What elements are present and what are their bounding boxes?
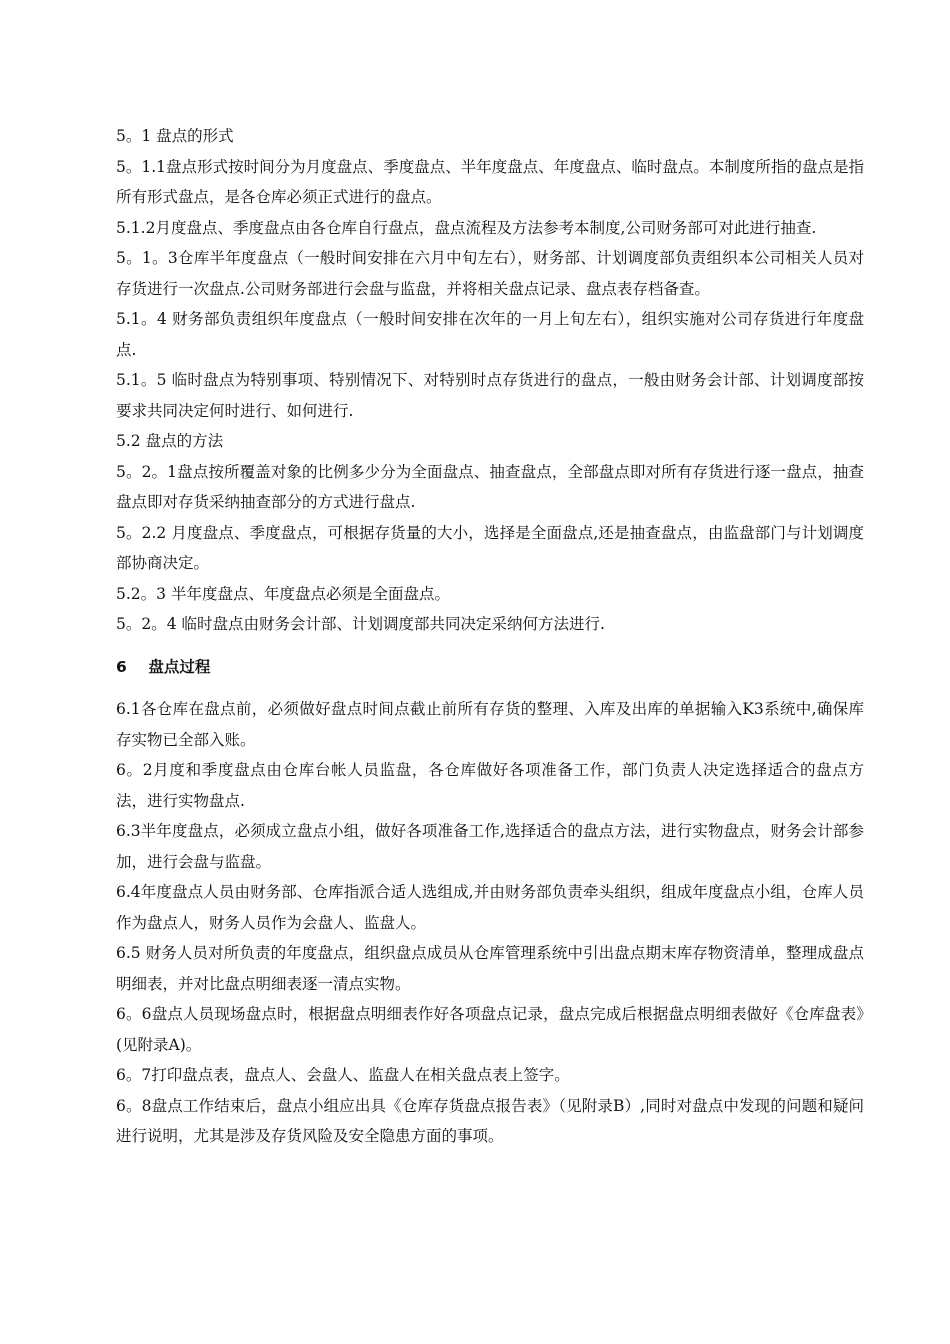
subsection-heading-5-2: 5.2 盘点的方法: [116, 432, 224, 450]
paragraph-5-1-4: 5.1。4 财务部负责组织年度盘点（一般时间安排在次年的一月上旬左右），组织实施对公司存货进行年度盘点.: [116, 310, 864, 359]
paragraph-5-2-3: 5.2。3 半年度盘点、年度盘点必须是全面盘点。: [116, 584, 450, 603]
subsection-heading-5-1: 5。1 盘点的形式: [116, 127, 234, 145]
paragraph-5-2-1: 5。2。1盘点按所覆盖对象的比例多少分为全面盘点、抽查盘点，全部盘点即对所有存货进行逐一盘点，抽查盘点即对存货采纳抽查部分的方式进行盘点.: [116, 462, 864, 511]
paragraph-6-8: 6。8盘点工作结束后，盘点小组应出具《仓库存货盘点报告表》（见附录B）,同时对盘点中发现的问题和疑问进行说明，尤其是涉及存货风险及安全隐患方面的事项。: [116, 1096, 864, 1145]
paragraph-6-5: 6.5 财务人员对所负责的年度盘点，组织盘点成员从仓库管理系统中引出盘点期末库存物资清单，整理成盘点明细表，并对比盘点明细表逐一清点实物。: [116, 944, 864, 993]
paragraph-6-4: 6.4年度盘点人员由财务部、仓库指派合适人选组成,并由财务部负责牵头组织，组成年度盘点小组，仓库人员作为盘点人，财务人员作为会盘人、监盘人。: [116, 883, 864, 932]
paragraph-6-3: 6.3半年度盘点，必须成立盘点小组，做好各项准备工作,选择适合的盘点方法，进行实物盘点，财务会计部参加，进行会盘与监盘。: [116, 822, 864, 871]
paragraph-5-1-1: 5。1.1盘点形式按时间分为月度盘点、季度盘点、半年度盘点、年度盘点、临时盘点。本制度所指的盘点是指所有形式盘点，是各仓库必须正式进行的盘点。: [116, 157, 864, 206]
paragraph-5-1-3: 5。1。3仓库半年度盘点（一般时间安排在六月中旬左右），财务部、计划调度部负责组织本公司相关人员对存货进行一次盘点.公司财务部进行会盘与监盘，并将相关盘点记录、盘点表存档备查。: [116, 249, 864, 298]
document-body: [116, 121, 864, 1152]
paragraph-6-6: 6。6盘点人员现场盘点时，根据盘点明细表作好各项盘点记录，盘点完成后根据盘点明细表做好《仓库盘表》(见附录A)。: [116, 1005, 864, 1054]
paragraph-6-1: 6.1各仓库在盘点前，必须做好盘点时间点截止前所有存货的整理、入库及出库的单据输入K3系统中,确保库存实物已全部入账。: [116, 700, 864, 749]
paragraph-5-2-4: 5。2。4 临时盘点由财务会计部、计划调度部共同决定采纳何方法进行.: [116, 615, 605, 633]
spacer: [116, 640, 864, 652]
paragraph-5-2-2: 5。2.2 月度盘点、季度盘点，可根据存货量的大小，选择是全面盘点,还是抽查盘点，由监盘部门与计划调度部协商决定。: [116, 523, 864, 572]
paragraph-6-2: 6。2月度和季度盘点由仓库台帐人员监盘，各仓库做好各项准备工作，部门负责人决定选择适合的盘点方法，进行实物盘点.: [116, 761, 864, 810]
spacer: [116, 682, 864, 694]
paragraph-6-7: 6。7打印盘点表，盘点人、会盘人、监盘人在相关盘点表上签字。: [116, 1066, 570, 1084]
paragraph-5-1-2: 5.1.2月度盘点、季度盘点由各仓库自行盘点，盘点流程及方法参考本制度,公司财务部可对此进行抽查.: [116, 218, 817, 237]
paragraph-5-1-5: 5.1。5 临时盘点为特别事项、特别情况下、对特别时点存货进行的盘点，一般由财务会计部、计划调度部按要求共同决定何时进行、如何进行.: [116, 371, 864, 420]
section-heading-6: 6 盘点过程: [116, 657, 211, 676]
